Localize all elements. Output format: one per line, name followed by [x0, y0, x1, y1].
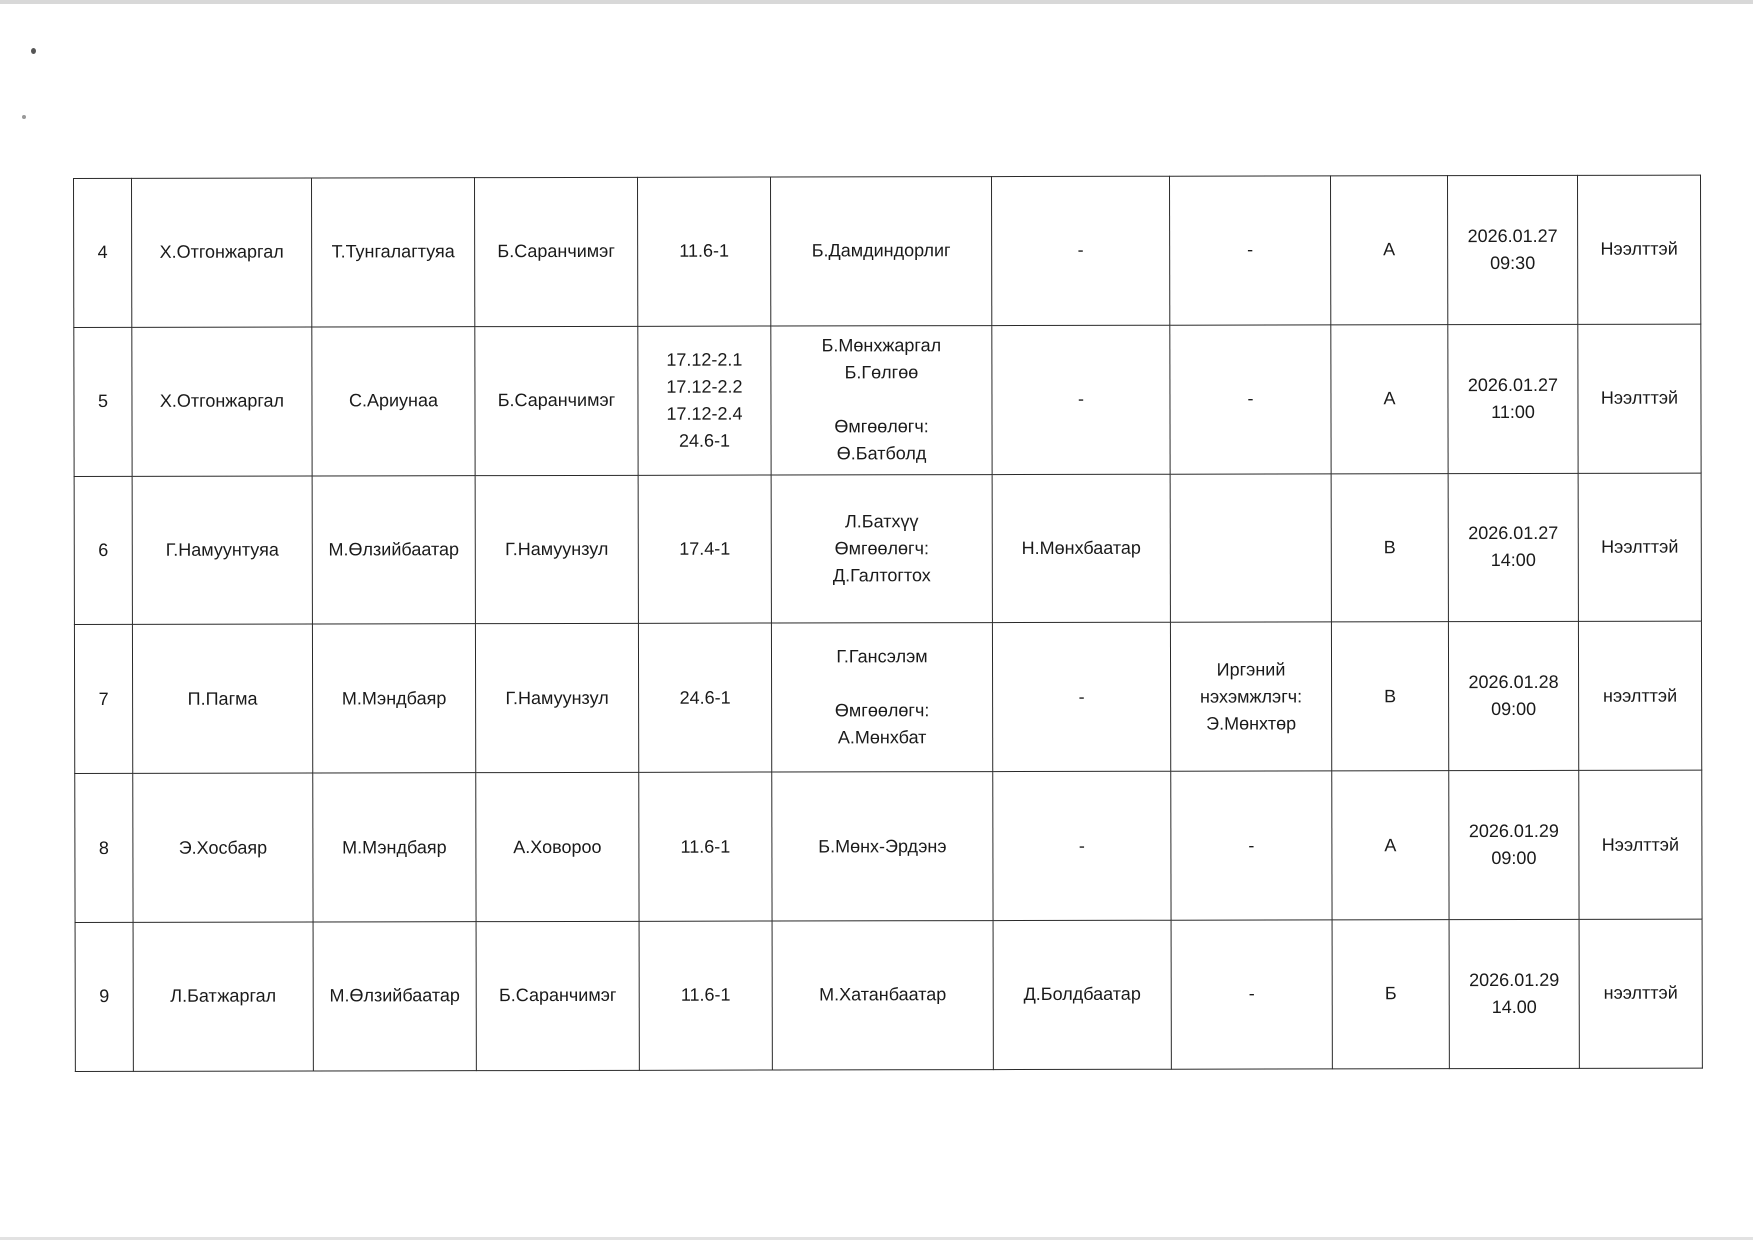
hearing-time: 09:00 [1491, 699, 1537, 720]
prosecutor-cell [476, 773, 639, 922]
defendant-line: Б.Гөлгөө [844, 362, 919, 383]
row-number-cell [74, 178, 132, 327]
table-row [74, 621, 1701, 773]
judge-cell [132, 178, 312, 327]
judge-name: П.Пагма [187, 688, 258, 709]
victim-cell [993, 920, 1171, 1069]
defendant-cell [772, 772, 993, 921]
row-number: 6 [98, 539, 109, 560]
hearing-status: нээлттэй [1602, 685, 1678, 706]
category-cell [1331, 473, 1448, 622]
victim-line: - [1077, 240, 1084, 261]
defendant-line: Л.Батхүү [844, 511, 919, 532]
table-row [75, 919, 1702, 1071]
judge-name: Х.Отгонжаргал [159, 390, 285, 412]
secretary-name: М.Өлзийбаатар [328, 539, 460, 560]
hearing-time: 11:00 [1491, 401, 1535, 422]
hearing-status: Нээлттэй [1600, 239, 1678, 260]
hearing-date: 2026.01.27 [1467, 225, 1558, 246]
articles-cell [638, 475, 771, 624]
civil-party-line: нэхэмжлэгч: [1199, 686, 1303, 707]
articles-cell [639, 921, 772, 1070]
defendant-line: Өмгөөлөгч: [834, 416, 929, 437]
articles-cell [638, 326, 771, 475]
article-code: 17.12-2.4 [666, 403, 743, 424]
hearing-time: 09:00 [1491, 848, 1537, 869]
secretary-cell [312, 178, 475, 327]
victim-cell [992, 623, 1170, 772]
scan-speck [31, 48, 36, 54]
hearing-status: Нээлттэй [1600, 387, 1679, 408]
articles-cell [639, 772, 772, 921]
article-code: 17.4-1 [679, 538, 731, 559]
status-cell [1579, 919, 1702, 1068]
status-cell [1578, 473, 1701, 622]
civil-cell [1171, 920, 1332, 1069]
article-code: 24.6-1 [679, 687, 731, 708]
victim-cell [993, 771, 1171, 920]
table-body [74, 175, 1703, 1071]
prosecutor-name: Б.Саранчимэг [497, 390, 616, 411]
category-letter: А [1384, 834, 1397, 855]
row-number: 8 [98, 837, 109, 858]
judge-name: Э.Хосбаяр [178, 837, 268, 858]
defendant-line: М.Хатанбаатар [819, 984, 947, 1005]
hearing-time: 14:00 [1490, 550, 1536, 571]
judge-cell [132, 327, 312, 476]
datetime-cell [1448, 473, 1578, 622]
category-cell [1331, 622, 1448, 771]
hearing-status: Нээлттэй [1601, 834, 1680, 855]
defendant-line: Г.Гансэлэм [836, 646, 928, 667]
civil-party-line: Иргэний [1216, 659, 1286, 680]
category-letter: В [1384, 686, 1397, 707]
civil-cell [1170, 622, 1331, 771]
judge-cell [133, 773, 313, 922]
defendant-line: Ө.Батболд [836, 443, 927, 464]
row-number-cell [74, 327, 132, 476]
row-number-cell [74, 476, 132, 625]
status-cell [1577, 175, 1700, 324]
datetime-cell [1449, 771, 1579, 920]
row-number-cell [75, 922, 133, 1071]
defendant-line: Д.Галтогтох [832, 565, 931, 586]
secretary-cell [312, 475, 475, 624]
row-number-cell [74, 625, 132, 774]
defendant-line: Өмгөөлөгч: [834, 700, 930, 721]
civil-cell [1170, 473, 1331, 622]
defendant-line: А.Мөнхбат [837, 727, 927, 748]
category-letter: А [1383, 388, 1396, 409]
datetime-cell [1449, 919, 1579, 1068]
article-code: 11.6-1 [679, 241, 730, 262]
defendant-cell [771, 474, 992, 623]
defendant-cell [770, 177, 991, 326]
civil-party-line: - [1248, 983, 1255, 1004]
row-number: 9 [99, 986, 110, 1007]
defendant-cell [772, 921, 993, 1070]
row-number: 4 [97, 242, 108, 263]
category-letter: Б [1384, 983, 1397, 1004]
hearing-date: 2026.01.29 [1469, 969, 1560, 990]
article-code: 11.6-1 [680, 984, 731, 1006]
status-cell [1578, 324, 1701, 473]
secretary-cell [312, 326, 475, 475]
status-cell [1579, 770, 1702, 919]
victim-line: - [1078, 686, 1085, 707]
category-letter: В [1383, 537, 1396, 558]
article-code: 11.6-1 [680, 836, 731, 857]
victim-cell [992, 325, 1170, 474]
datetime-cell [1448, 622, 1578, 771]
article-code: 17.12-2.1 [666, 349, 743, 370]
secretary-name: М.Өлзийбаатар [329, 985, 460, 1006]
datetime-cell [1448, 324, 1578, 473]
defendant-line: Б.Мөнх-Эрдэнэ [818, 835, 947, 857]
judge-cell [132, 624, 312, 773]
victim-line: Д.Болдбаатар [1023, 984, 1141, 1005]
hearing-time: 09:30 [1490, 252, 1536, 273]
category-cell [1332, 771, 1449, 920]
victim-line: - [1077, 389, 1084, 410]
prosecutor-name: Г.Намуунзул [505, 687, 609, 708]
category-cell [1331, 324, 1448, 473]
datetime-cell [1447, 175, 1577, 324]
articles-cell [637, 177, 770, 326]
civil-party-line: - [1248, 835, 1255, 856]
defendant-cell [771, 623, 992, 772]
secretary-cell [313, 773, 476, 922]
prosecutor-name: Г.Намуунзул [505, 538, 609, 560]
row-number-cell [75, 774, 133, 923]
prosecutor-cell [475, 475, 638, 624]
category-cell [1332, 920, 1449, 1069]
prosecutor-name: А.Ховороо [513, 836, 602, 857]
row-number: 5 [97, 391, 108, 412]
table-row [74, 175, 1701, 327]
articles-cell [638, 623, 771, 772]
prosecutor-name: Б.Саранчимэг [497, 241, 615, 262]
secretary-name: М.Мэндбаяр [341, 688, 447, 709]
prosecutor-cell [475, 624, 638, 773]
row-number: 7 [98, 688, 109, 709]
line-gap [776, 670, 988, 697]
judge-name: Х.Отгонжаргал [159, 241, 284, 263]
secretary-name: Т.Тунгалагтуяа [331, 241, 455, 262]
civil-cell [1169, 176, 1330, 325]
hearing-date: 2026.01.28 [1468, 672, 1559, 693]
hearing-date: 2026.01.27 [1467, 374, 1559, 395]
line-gap [775, 386, 987, 413]
article-code: 24.6-1 [678, 430, 731, 451]
hearing-time: 14.00 [1491, 996, 1537, 1017]
civil-cell [1171, 771, 1332, 920]
hearing-status: Нээлттэй [1601, 536, 1679, 557]
victim-line: - [1078, 835, 1085, 856]
judge-cell [132, 476, 312, 625]
secretary-name: С.Ариунаа [348, 390, 439, 411]
prosecutor-name: Б.Саранчимэг [498, 985, 617, 1006]
defendant-cell [771, 325, 992, 474]
judge-name: Л.Батжаргал [170, 985, 277, 1007]
category-cell [1330, 176, 1447, 325]
status-cell [1578, 621, 1701, 770]
table-row [75, 770, 1702, 922]
civil-cell [1170, 325, 1331, 474]
prosecutor-cell [476, 921, 639, 1070]
judge-cell [133, 922, 313, 1071]
secretary-name: М.Мэндбаяр [342, 836, 447, 858]
victim-cell [991, 176, 1169, 325]
civil-party-line: - [1247, 239, 1254, 260]
table-row [74, 473, 1701, 625]
civil-party-line: Э.Мөнхтөр [1206, 713, 1297, 734]
hearing-date: 2026.01.29 [1468, 820, 1559, 842]
defendant-line: Б.Дамдиндорлиг [811, 240, 951, 261]
table-row [74, 324, 1701, 476]
prosecutor-cell [475, 326, 638, 475]
scan-edge [0, 0, 1753, 4]
prosecutor-cell [475, 177, 638, 326]
hearing-status: нээлттэй [1603, 983, 1678, 1004]
victim-cell [992, 474, 1170, 623]
defendant-line: Б.Мөнхжаргал [821, 335, 942, 356]
scan-speck [22, 115, 26, 119]
civil-party-line: - [1247, 388, 1254, 409]
category-letter: А [1383, 239, 1396, 260]
victim-line: Н.Мөнхбаатар [1021, 537, 1141, 558]
hearing-date: 2026.01.27 [1468, 523, 1559, 544]
secretary-cell [312, 624, 475, 773]
defendant-line: Өмгөөлөгч: [834, 538, 930, 559]
secretary-cell [313, 922, 476, 1071]
hearing-schedule-table [73, 175, 1703, 1072]
article-code: 17.12-2.2 [666, 376, 743, 397]
judge-name: Г.Намуунтуяа [165, 539, 279, 560]
